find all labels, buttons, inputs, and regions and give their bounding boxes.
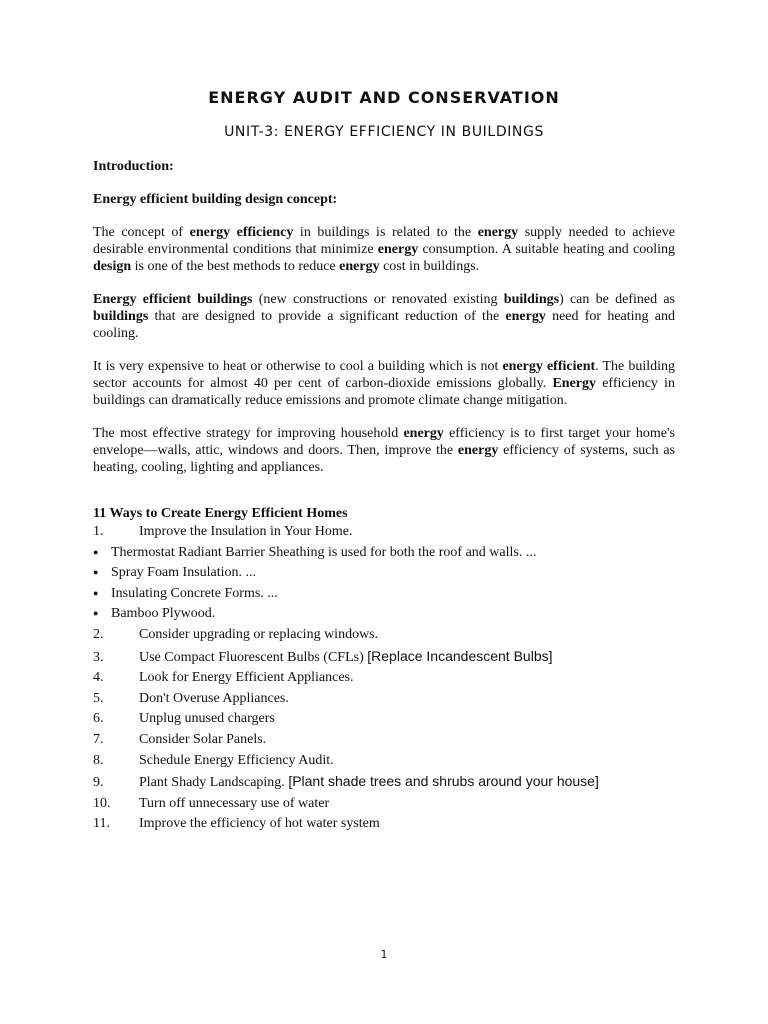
list-item xyxy=(93,584,675,605)
list-item-note: [Replace Incandescent Bulbs] xyxy=(367,647,553,664)
emphasis-text: energy xyxy=(505,309,546,324)
bullet-marker: ● xyxy=(93,546,99,557)
list-item xyxy=(93,543,675,564)
list-item xyxy=(93,604,675,625)
emphasis-text: Energy efficient buildings xyxy=(93,292,253,307)
list-item-text: Schedule Energy Efficiency Audit. xyxy=(139,752,334,768)
list-item-text: Insulating Concrete Forms. ... xyxy=(111,585,278,601)
ways-list xyxy=(93,522,675,835)
list-item xyxy=(93,709,675,730)
bullet-marker: ● xyxy=(93,608,99,619)
list-item xyxy=(93,794,675,815)
list-item xyxy=(93,625,675,646)
list-number: 6. xyxy=(93,711,104,727)
introduction-heading: Introduction: xyxy=(93,159,174,174)
list-item xyxy=(93,522,675,543)
paragraph: The concept of energy efficiency in buildings is related to the energy supply needed to achieve desirable environmental conditions that minimize energy consumption. A suitable heating and cooling design is one of the best methods to reduce energy cost in buildings. xyxy=(93,225,675,274)
emphasis-text: energy xyxy=(339,259,380,274)
emphasis-text: energy xyxy=(377,242,419,257)
list-item xyxy=(93,646,675,669)
list-item-text: Don't Overuse Appliances. xyxy=(139,690,289,706)
emphasis-text: design xyxy=(93,259,132,274)
list-number: 4. xyxy=(93,670,104,686)
emphasis-text: buildings xyxy=(503,292,560,307)
list-number: 1. xyxy=(93,524,104,539)
list-heading: 11 Ways to Create Energy Efficient Homes xyxy=(93,506,348,521)
paragraph: Energy efficient buildings (new constructions or renovated existing buildings) can be defined as buildings that are designed to provide a significant reduction of the energy need for heating and cooling. xyxy=(93,292,675,341)
list-number: 5. xyxy=(93,690,104,706)
list-item-text: Unplug unused chargers xyxy=(139,711,275,727)
list-item-text: Bamboo Plywood. xyxy=(111,606,216,622)
document-body xyxy=(93,158,675,835)
paragraph: The most effective strategy for improving household energy efficiency is to first target your home's envelope—walls, attic, windows and doors. Then, improve the energy efficiency of systems, such as heating, cooling, lighting and appliances. xyxy=(93,426,676,475)
emphasis-text: energy xyxy=(477,225,519,240)
list-item-text: Thermostat Radiant Barrier Sheathing is used for both the roof and walls. ... xyxy=(111,544,537,560)
list-number: 8. xyxy=(93,752,104,768)
list-item-note: [Plant shade trees and shrubs around your house] xyxy=(288,773,599,790)
list-item xyxy=(93,771,675,794)
list-item-text: Spray Foam Insulation. ... xyxy=(111,565,257,581)
list-item-text: Turn off unnecessary use of water xyxy=(139,795,330,811)
paragraph: It is very expensive to heat or otherwise to cool a building which is not energy efficient. The building sector accounts for almost 40 per cent of carbon-dioxide emissions globally. Energy efficiency in buildings can dramatically reduce emissions and promote climate change mitigation. xyxy=(93,359,676,408)
list-item xyxy=(93,668,675,689)
emphasis-text: energy xyxy=(403,426,444,441)
list-item-text: Look for Energy Efficient Appliances. xyxy=(139,670,354,686)
list-item xyxy=(93,563,675,584)
list-item-text: Improve the efficiency of hot water system xyxy=(139,816,380,832)
list-number: 2. xyxy=(93,626,104,642)
list-number: 10. xyxy=(93,795,111,811)
list-item xyxy=(93,751,675,772)
emphasis-text: energy efficiency xyxy=(189,225,294,240)
list-item xyxy=(93,814,675,835)
emphasis-text: energy efficient xyxy=(502,359,596,374)
emphasis-text: Energy xyxy=(552,376,597,391)
list-item-text: Improve the Insulation in Your Home. xyxy=(139,524,353,539)
emphasis-text: buildings xyxy=(93,309,149,324)
emphasis-text: energy xyxy=(457,443,499,458)
list-number: 3. xyxy=(93,649,104,665)
bullet-marker: ● xyxy=(93,567,99,578)
bullet-marker: ● xyxy=(93,587,99,598)
list-item-text: Consider upgrading or replacing windows. xyxy=(139,626,379,642)
page-number: 1 xyxy=(380,948,388,961)
list-item-text: Use Compact Fluorescent Bulbs (CFLs) xyxy=(139,649,368,665)
list-number: 9. xyxy=(93,775,104,791)
list-item xyxy=(93,730,675,751)
document-title: ENERGY AUDIT AND CONSERVATION xyxy=(208,88,560,107)
list-item-text: Plant Shady Landscaping. xyxy=(139,775,289,791)
list-number: 7. xyxy=(93,731,104,747)
list-item xyxy=(93,689,675,710)
document-subtitle: UNIT-3: ENERGY EFFICIENCY IN BUILDINGS xyxy=(224,124,544,140)
concept-heading: Energy efficient building design concept: xyxy=(93,192,338,207)
list-number: 11. xyxy=(93,816,110,832)
list-item-text: Consider Solar Panels. xyxy=(139,731,267,747)
